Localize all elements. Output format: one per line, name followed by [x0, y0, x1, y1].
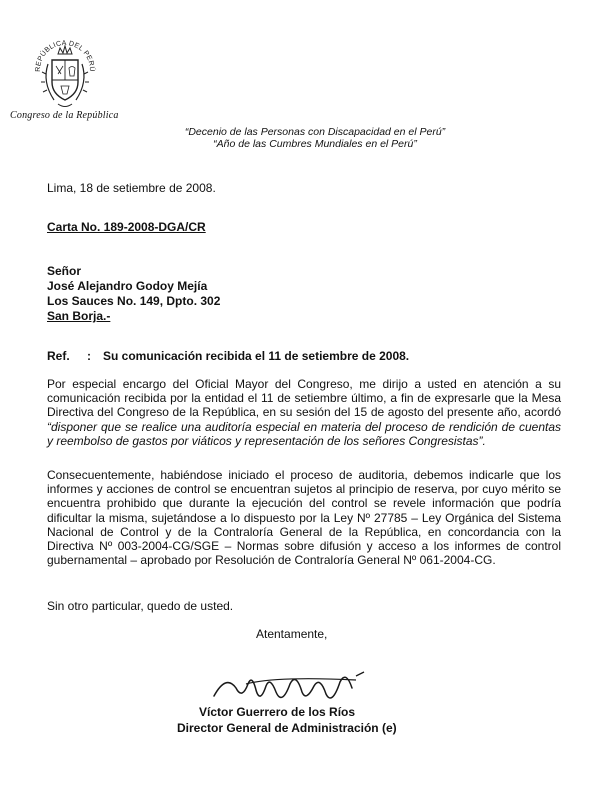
- body-paragraph-2: Consecuentemente, habiéndose iniciado el proceso de auditoria, debemos indicarle que los informes y acciones de control se encuentran sujetos al principio de reserva, por cuyo mérito se encuentra prohibido que durante la ejecución del control se revele información que podría dificultar la misma, sujetándose a lo dispuesto por la Ley Nº 27785 – Ley Orgánica del Sistema Nacional de Control y de la Contraloría General de la República, en concordancia con la Directiva Nº 003-2004-CG/SGE – Normas sobre difusión y acceso a los informes de control gubernamental – aprobado por Resolución de Contraloría General Nº 061-2004-CG.: [47, 468, 561, 568]
- coat-of-arms-seal: [30, 30, 100, 112]
- recipient-salutation: Señor: [47, 264, 82, 278]
- seal-text: REPÚBLICA DEL PERÚ: [34, 39, 96, 72]
- svg-text:REPÚBLICA DEL PERÚ: [35, 40, 97, 72]
- letter-reference-number: Carta No. 189-2008-DGA/CR: [47, 220, 206, 234]
- signer-title: Director General de Administración (e): [177, 721, 397, 735]
- motto-line-2: “Año de las Cumbres Mundiales en el Perú”: [213, 138, 417, 150]
- recipient-city: San Borja.-: [47, 309, 111, 323]
- ref-text: Su comunicación recibida el 11 de setiembre de 2008.: [103, 349, 410, 363]
- institution-name: Congreso de la República: [10, 110, 119, 121]
- body-paragraph-1: [47, 377, 561, 448]
- paragraph-1-text: Por especial encargo del Oficial Mayor del Congreso, me dirijo a usted en atención a su comunicación recibida por la entidad el 11 de setiembre último, a fin de expresarle que la Mesa Directiva del Congreso de la República, en su sesión del 15 de agosto del presente año, acordó: [47, 377, 561, 420]
- signer-name: Víctor Guerrero de los Ríos: [199, 705, 356, 719]
- reference-line: [47, 349, 409, 363]
- regards-line: Atentamente,: [256, 627, 328, 641]
- letter-date: Lima, 18 de setiembre de 2008.: [47, 181, 216, 195]
- ref-colon: :: [87, 349, 91, 363]
- recipient-name: José Alejandro Godoy Mejía: [47, 279, 208, 293]
- motto-line-1: “Decenio de las Personas con Discapacidad en el Perú”: [184, 126, 446, 138]
- ref-label: Ref.: [47, 349, 70, 363]
- recipient-street: Los Sauces No. 149, Dpto. 302: [47, 294, 221, 308]
- closing-line: Sin otro particular, quedo de usted.: [47, 599, 234, 613]
- paragraph-1-quote: “disponer que se realice una auditoría especial en materia del proceso de rendición de cuentas y reembolso de gastos por viáticos y representación de los señores Congresistas”.: [47, 419, 561, 448]
